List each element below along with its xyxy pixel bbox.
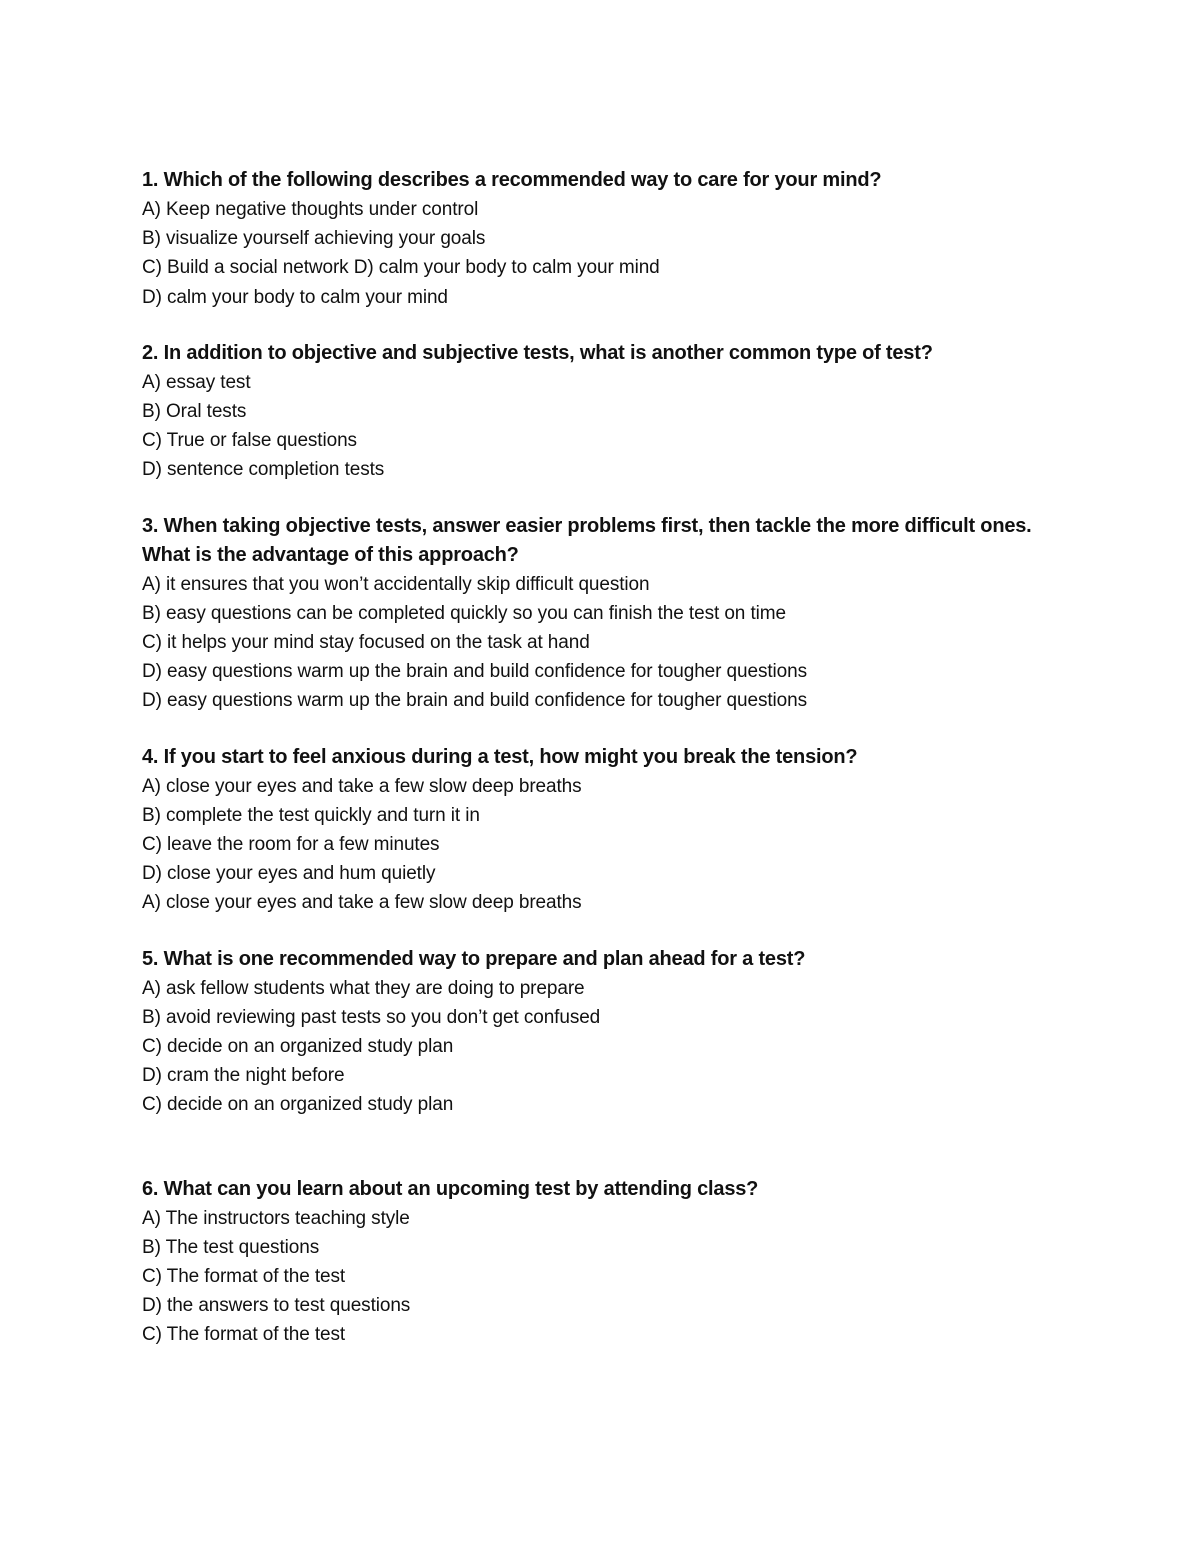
option-item: B) Oral tests: [142, 401, 247, 423]
option-list: [142, 1204, 1062, 1350]
question-title: 2. In addition to objective and subjective tests, what is another common type of test?: [142, 341, 933, 364]
question-title: 6. What can you learn about an upcoming test by attending class?: [142, 1177, 759, 1200]
question-title: 5. What is one recommended way to prepare and plan ahead for a test?: [142, 947, 806, 970]
option-list: [142, 368, 1062, 485]
option-item: C) True or false questions: [142, 430, 357, 452]
option-item: D) easy questions warm up the brain and build confidence for tougher questions: [142, 661, 807, 683]
option-list: [142, 195, 1062, 312]
question-6: [142, 1175, 1062, 1350]
question-title: 3. When taking objective tests, answer easier problems first, then tackle the more difficult ones. What is the advantage of this approach?: [142, 514, 1032, 566]
question-title: 1. Which of the following describes a recommended way to care for your mind?: [142, 169, 882, 191]
option-item: C) decide on an organized study plan: [142, 1094, 454, 1116]
option-item: D) easy questions warm up the brain and build confidence for tougher questions: [142, 690, 807, 712]
option-item: A) it ensures that you won’t accidentally skip difficult question: [142, 573, 650, 595]
option-item: A) ask fellow students what they are doing to prepare: [142, 977, 585, 999]
option-list: [142, 772, 1062, 918]
option-item: A) Keep negative thoughts under control: [142, 199, 479, 220]
question-2: [142, 339, 1062, 485]
option-item: C) The format of the test: [142, 1266, 346, 1288]
option-item: B) avoid reviewing past tests so you don’t get confused: [142, 1006, 601, 1028]
option-item: B) The test questions: [142, 1236, 320, 1258]
question-4: [142, 743, 1062, 918]
spacer: [142, 485, 1062, 512]
option-item: C) leave the room for a few minutes: [142, 834, 440, 856]
option-list: [142, 974, 1062, 1120]
question-title: 4. If you start to feel anxious during a test, how might you break the tension?: [142, 745, 858, 768]
option-item: B) easy questions can be completed quickly so you can finish the test on time: [142, 602, 786, 624]
option-item: A) close your eyes and take a few slow deep breaths: [142, 892, 582, 914]
option-item: C) it helps your mind stay focused on the task at hand: [142, 632, 590, 654]
option-item: D) the answers to test questions: [142, 1295, 411, 1317]
option-item: C) decide on an organized study plan: [142, 1036, 454, 1058]
option-item: A) essay test: [142, 371, 251, 393]
option-item: B) visualize yourself achieving your goals: [142, 228, 486, 250]
spacer: [142, 716, 1062, 743]
option-item: D) calm your body to calm your mind: [142, 286, 448, 308]
option-item: B) complete the test quickly and turn it in: [142, 804, 480, 826]
spacer: [142, 312, 1062, 339]
option-item: A) close your eyes and take a few slow deep breaths: [142, 775, 582, 797]
option-list: [142, 570, 1062, 716]
option-item: D) cram the night before: [142, 1065, 345, 1087]
option-item: A) The instructors teaching style: [142, 1207, 410, 1229]
document-page: [142, 166, 1062, 1350]
option-item: C) The format of the test: [142, 1324, 346, 1346]
spacer: [142, 918, 1062, 945]
question-3: [142, 512, 1062, 716]
question-5: [142, 945, 1062, 1120]
option-item: D) sentence completion tests: [142, 459, 385, 481]
option-item: D) close your eyes and hum quietly: [142, 863, 436, 885]
spacer: [142, 1120, 1062, 1175]
option-item: C) Build a social network D) calm your body to calm your mind: [142, 257, 660, 279]
question-1: [142, 166, 1062, 312]
